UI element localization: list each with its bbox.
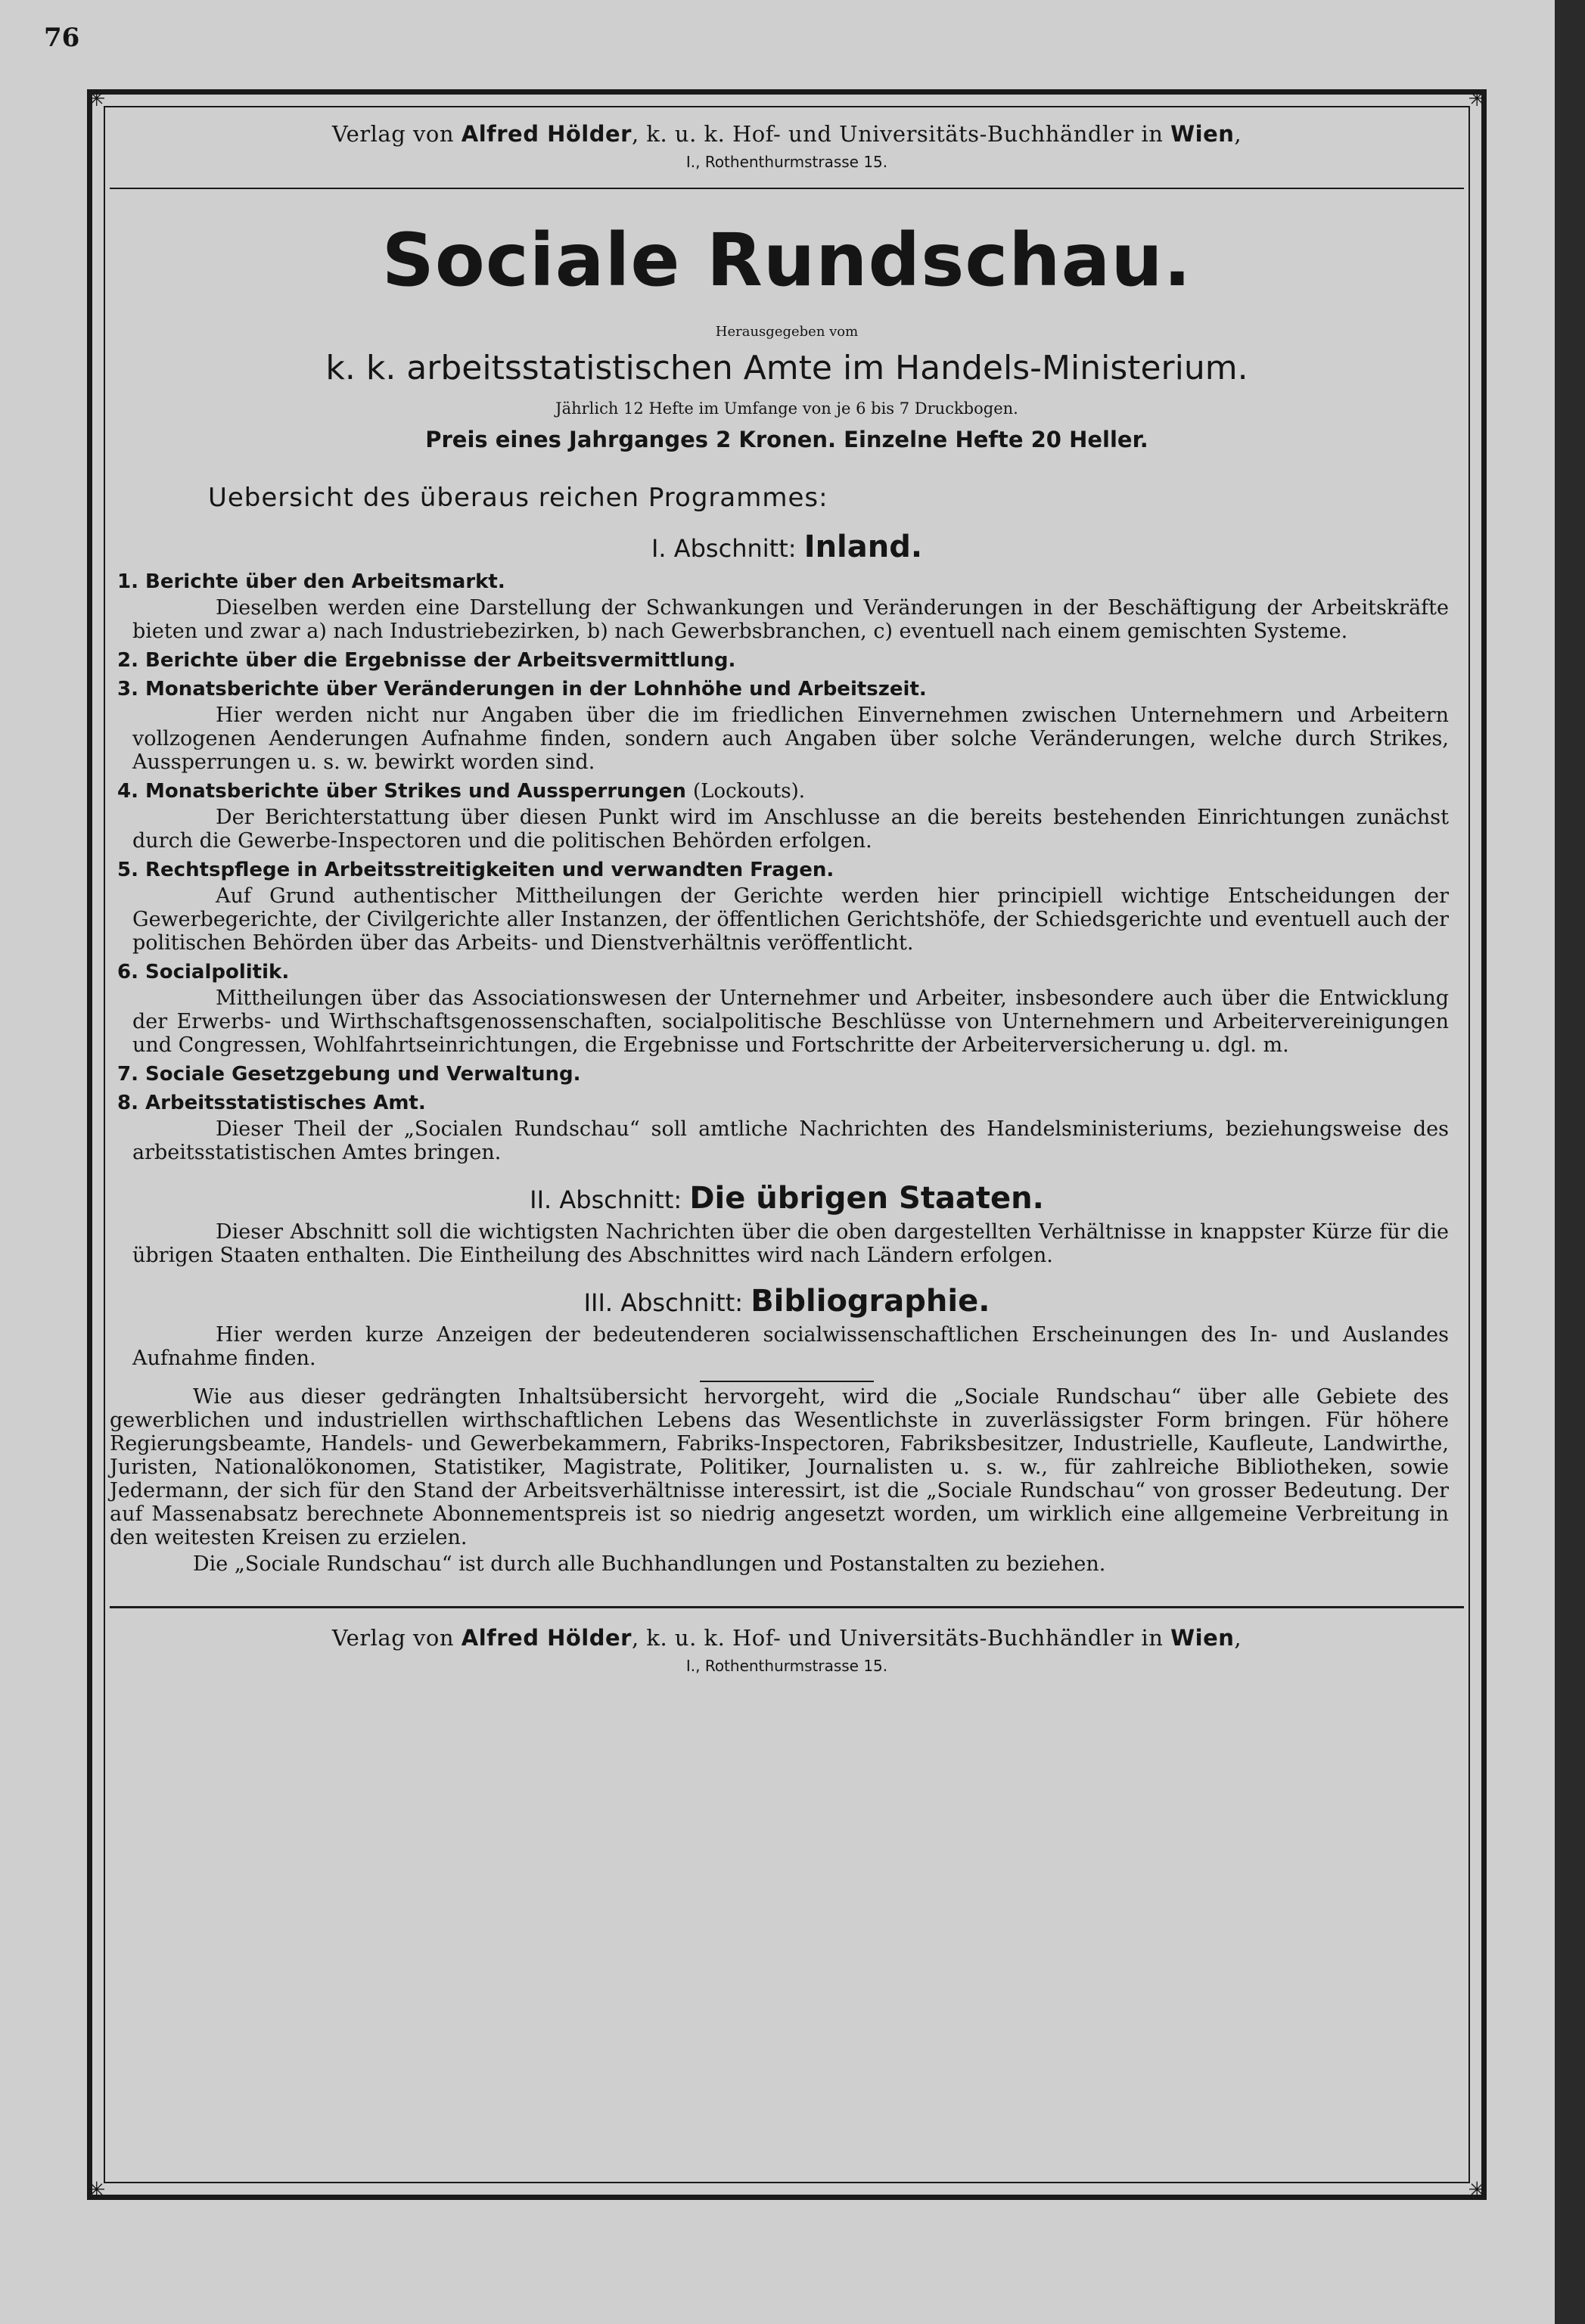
footer-address: I., Rothenthurmstrasse 15. <box>685 1657 888 1675</box>
distribution-note: Die „Sociale Rundschau“ ist durch alle Buchhandlungen und Postanstalten zu beziehen. <box>193 1552 1106 1576</box>
page-number: 76 <box>44 23 80 53</box>
item-3-heading: 3. Monatsberichte über Veränderungen in der Lohnhöhe und Arbeitszeit. <box>117 678 927 701</box>
section-2-heading: II. Abschnitt: Die übrigen Staaten. <box>530 1181 1044 1216</box>
item-6-text: Mittheilungen über das Associationswesen der Unternehmer und Arbeiter, insbesondere auch über die Entwicklung der Erwerbs- und Wirthschaftsgenossenschaften, socialpolitische Beschlüsse von Unternehmern und Arbeitervereinigungen und Congressen, Wohlfahrtseinrichtungen, die Ergebnisse und Fortschritte der Arbeiterversicherung u. dgl. m. <box>132 986 1449 1057</box>
editor-name: k. k. arbeitsstatistischen Amte im Handels-Ministerium. <box>325 349 1248 387</box>
price-info: Preis eines Jahrganges 2 Kronen. Einzelne Hefte 20 Heller. <box>425 427 1148 452</box>
item-8-text: Dieser Theil der „Socialen Rundschau“ soll amtliche Nachrichten des Handelsministeriums, beziehungsweise des arbeitsstatistischen Amtes bringen. <box>132 1117 1449 1164</box>
header-rule <box>110 188 1464 189</box>
section-2-text: Dieser Abschnitt soll die wichtigsten Nachrichten über die oben dargestellten Verhältnisse in knappster Kürze für die übrigen Staaten enthalten. Die Eintheilung des Abschnittes wird nach Ländern erfolgen. <box>132 1220 1449 1267</box>
item-1-text: Dieselben werden eine Darstellung der Schwankungen und Veränderungen in der Beschäftigung der Arbeitskräfte bieten und zwar a) nach Industriebezirken, b) nach Gewerbsbranchen, c) eventuell nach einem gemischten Systeme. <box>132 596 1449 643</box>
footer-publisher: Verlag von Alfred Hölder, k. u. k. Hof- und Universitäts-Buchhändler in Wien, <box>331 1625 1242 1651</box>
item-5-text: Auf Grund authentischer Mittheilungen der Gerichte werden hier principiell wichtige Entscheidungen der Gewerbegerichte, der Civilgerichte aller Instanzen, der öffentlichen Gerichtshöfe, der Schiedsgerichte und eventuell auch der politischen Behörden über das Arbeits- und Dienstverhältnis veröffentlicht. <box>132 884 1449 955</box>
item-4-heading: 4. Monatsberichte über Strikes und Aussperrungen (Lockouts). <box>117 780 805 803</box>
closing-paragraph: Wie aus dieser gedrängten Inhaltsübersicht hervorgeht, wird die „Sociale Rundschau“ über alle Gebiete des gewerblichen und industriellen wirthschaftlichen Lebens das Wesentlichste in zuverlässigster Form bringen. Für höhere Regierungsbeamte, Handels- und Gewerbekammern, Fabriks-Inspectoren, Fabriksbesitzer, Industrielle, Kaufleute, Landwirthe, Juristen, Nationalökonomen, Statistiker, Magistrate, Politiker, Journalisten u. s. w., für zahlreiche Bibliotheken, sowie Jedermann, der sich für den Stand der Arbeitsverhältnisse interessirt, ist die „Sociale Rundschau“ von grosser Bedeutung. Der auf Massenabsatz berechnete Abonnementspreis ist so niedrig angesetzt worden, um wirklich eine allgemeine Verbreitung in den weitesten Kreisen zu erzielen. <box>110 1385 1449 1549</box>
item-1-heading: 1. Berichte über den Arbeitsmarkt. <box>117 570 505 593</box>
corner-ornament-icon: ✳ <box>88 2177 106 2202</box>
header-address: I., Rothenthurmstrasse 15. <box>685 153 888 171</box>
item-8-heading: 8. Arbeitsstatistisches Amt. <box>117 1092 426 1114</box>
issues-info: Jährlich 12 Hefte im Umfange von je 6 bis 7 Druckbogen. <box>555 399 1018 418</box>
section-3-text: Hier werden kurze Anzeigen der bedeutenderen socialwissenschaftlichen Erscheinungen des In- und Auslandes Aufnahme finden. <box>132 1323 1449 1370</box>
item-6-heading: 6. Socialpolitik. <box>117 961 290 983</box>
section-3-heading: III. Abschnitt: Bibliographie. <box>583 1284 990 1319</box>
program-overview-heading: Uebersicht des überaus reichen Programmes: <box>208 483 828 513</box>
advertisement-content <box>110 121 1464 1675</box>
item-4-text: Der Berichterstattung über diesen Punkt wird im Anschlusse an die bereits bestehenden Einrichtungen zunächst durch die Gewerbe-Inspectoren und die politischen Behörden erfolgen. <box>132 806 1449 853</box>
item-3-text: Hier werden nicht nur Angaben über die im friedlichen Einvernehmen zwischen Unternehmern und Arbeitern vollzogenen Aenderungen Aufnahme finden, sondern auch Angaben über solche Veränderungen, welche durch Strikes, Aussperrungen u. s. w. bewirkt worden sind. <box>132 704 1449 774</box>
corner-ornament-icon: ✳ <box>88 86 106 111</box>
separator-rule <box>700 1381 874 1382</box>
item-5-heading: 5. Rechtspflege in Arbeitsstreitigkeiten und verwandten Fragen. <box>117 859 834 881</box>
page-title: Sociale Rundschau. <box>381 218 1192 303</box>
header-publisher: Verlag von Alfred Hölder, k. u. k. Hof- und Universitäts-Buchhändler in Wien, <box>331 121 1242 147</box>
footer-rule <box>110 1606 1464 1608</box>
page-edge <box>1555 0 1585 2324</box>
section-1-heading: I. Abschnitt: Inland. <box>651 530 923 564</box>
corner-ornament-icon: ✳ <box>1468 2177 1486 2202</box>
item-7-heading: 7. Sociale Gesetzgebung und Verwaltung. <box>117 1063 581 1086</box>
corner-ornament-icon: ✳ <box>1468 86 1486 111</box>
item-2-heading: 2. Berichte über die Ergebnisse der Arbeitsvermittlung. <box>117 649 736 672</box>
editor-label: Herausgegeben vom <box>715 324 859 340</box>
